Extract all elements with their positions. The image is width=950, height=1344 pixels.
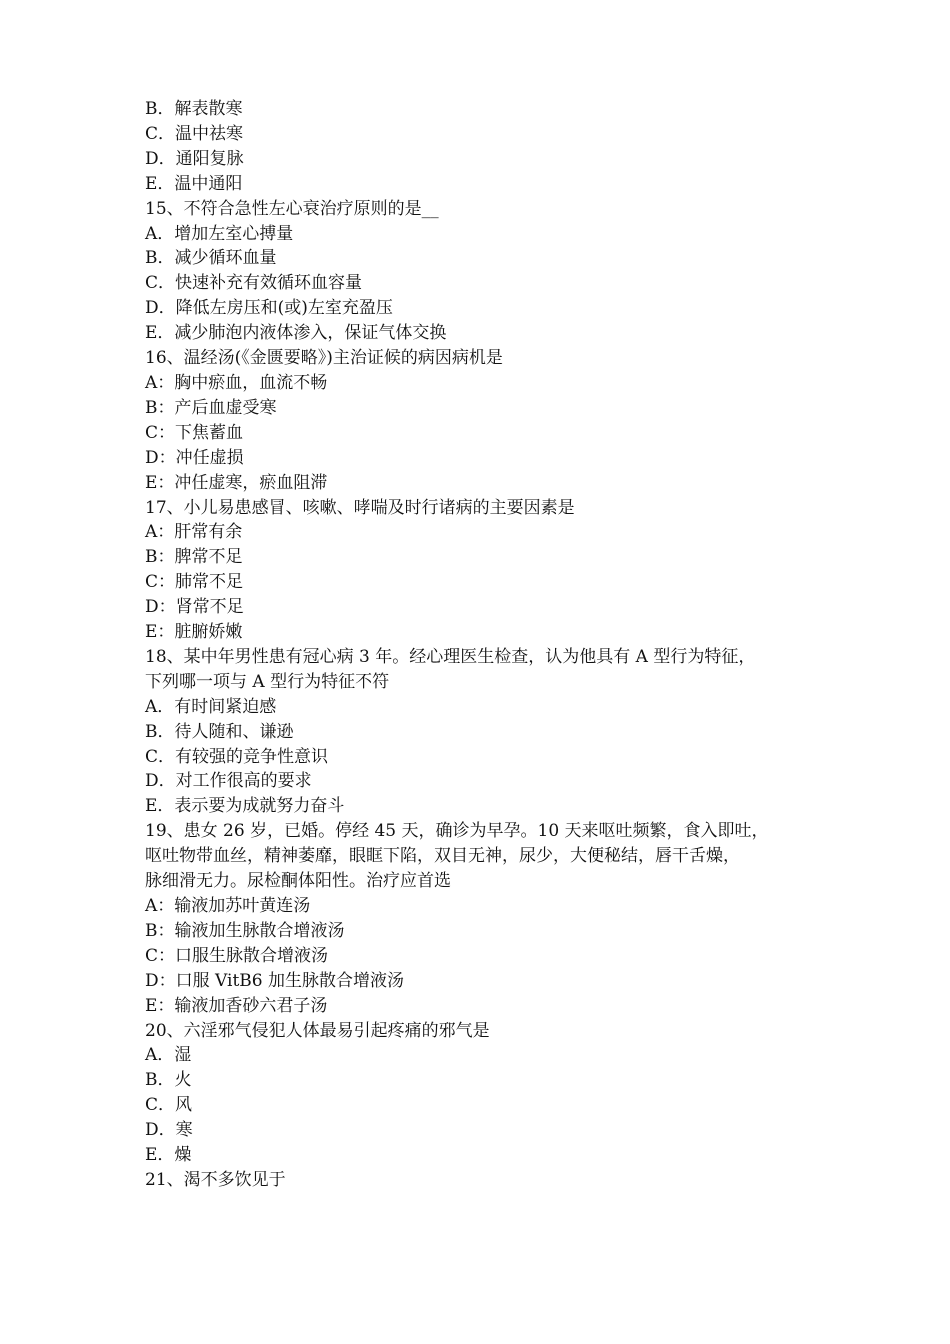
option-line: B．解表散寒 — [145, 99, 243, 119]
question-line: 20、六淫邪气侵犯人体最易引起疼痛的邪气是 — [145, 1020, 490, 1041]
option-line: E：脏腑娇嫩 — [145, 622, 243, 643]
option-line: D．通阳复脉 — [145, 148, 244, 169]
option-line: B：产后血虚受寒 — [145, 397, 277, 418]
option-line: B．火 — [145, 1070, 192, 1091]
option-line: C．快速补充有效循环血容量 — [145, 273, 363, 294]
question-line: 脉细滑无力。尿检酮体阳性。治疗应首选 — [145, 871, 451, 892]
option-line: D：冲任虚损 — [145, 447, 244, 468]
option-line: D．降低左房压和(或)左室充盈压 — [145, 298, 393, 319]
option-line: E．表示要为成就努力奋斗 — [145, 796, 345, 817]
question-line: 19、患女 26 岁，已婚。停经 45 天，确诊为早孕。10 天来呕吐频繁，食入即吐， — [145, 821, 769, 842]
option-line: B．减少循环血量 — [145, 248, 277, 269]
option-line: B．待人随和、谦逊 — [145, 721, 294, 742]
option-line: D：口服 VitB6 加生脉散合增液汤 — [145, 970, 404, 991]
option-line: A．增加左室心搏量 — [145, 223, 294, 244]
question-line: 21、渴不多饮见于 — [145, 1169, 286, 1190]
question-line: 15、不符合急性左心衰治疗原则的是__ — [145, 198, 439, 219]
option-line: A：胸中瘀血，血流不畅 — [145, 372, 328, 393]
document-body — [145, 97, 810, 1193]
question-line: 16、温经汤(《金匮要略》)主治证候的病因病机是 — [145, 348, 503, 369]
question-line: 呕吐物带血丝，精神萎靡，眼眶下陷，双目无神，尿少，大便秘结，唇干舌燥， — [145, 846, 740, 867]
option-line: E：冲任虚寒，瘀血阻滞 — [145, 472, 328, 493]
option-line: E．温中通阳 — [145, 173, 243, 194]
option-line: C：下焦蓄血 — [145, 422, 244, 443]
question-line: 17、小儿易患感冒、咳嗽、哮喘及时行诸病的主要因素是 — [145, 497, 575, 518]
question-line: 下列哪一项与 A 型行为特征不符 — [145, 671, 390, 692]
option-line: D．寒 — [145, 1120, 193, 1141]
option-line: A：肝常有余 — [145, 522, 243, 543]
option-line: C．温中祛寒 — [145, 123, 244, 144]
option-line: D：肾常不足 — [145, 597, 244, 618]
option-line: A．有时间紧迫感 — [145, 696, 277, 717]
option-line: C：口服生脉散合增液汤 — [145, 945, 329, 966]
option-line: E：输液加香砂六君子汤 — [145, 995, 328, 1016]
option-line: A：输液加苏叶黄连汤 — [145, 896, 311, 916]
option-line: E．燥 — [145, 1145, 192, 1166]
option-line: D．对工作很高的要求 — [145, 771, 312, 792]
option-line: C．有较强的竞争性意识 — [145, 746, 329, 767]
option-line: B：输液加生脉散合增液汤 — [145, 920, 345, 941]
option-line: E．减少肺泡内液体渗入，保证气体交换 — [145, 323, 447, 344]
option-line: C．风 — [145, 1095, 193, 1116]
option-line: B：脾常不足 — [145, 547, 243, 568]
question-line: 18、某中年男性患有冠心病 3 年。经心理医生检查，认为他具有 A 型行为特征， — [145, 646, 756, 667]
option-line: C：肺常不足 — [145, 572, 244, 593]
option-line: A．湿 — [145, 1045, 192, 1066]
